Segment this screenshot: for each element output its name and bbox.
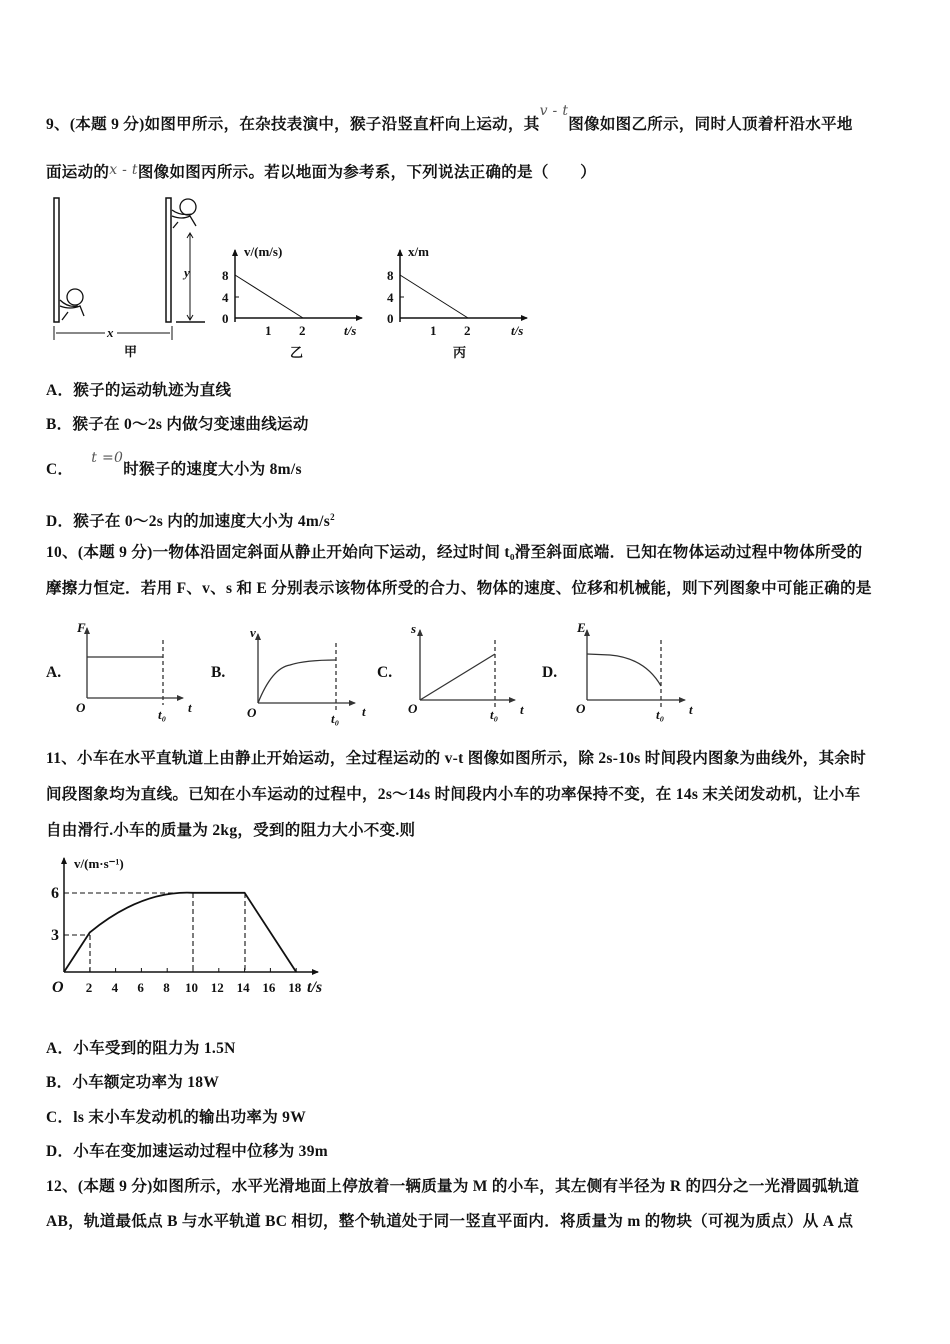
option-key: C．	[46, 461, 74, 478]
option-text: 小车额定功率为 18W	[72, 1074, 220, 1091]
graph-c-line	[420, 654, 495, 700]
c-origin: O	[408, 701, 418, 716]
graph-d-curve	[587, 654, 661, 686]
option-key: A．	[46, 1040, 74, 1057]
caption-jia: 甲	[124, 344, 138, 359]
q11-xtick: 8	[163, 980, 170, 995]
q11-xtick: 4	[111, 980, 119, 995]
monkey-top-icon	[172, 199, 196, 228]
option-key: D．	[46, 513, 74, 531]
b-xlabel: t	[362, 704, 366, 719]
q9-option-c[interactable]	[46, 450, 302, 480]
yi-ytick: 4	[222, 290, 229, 305]
bing-ytick: 8	[387, 268, 394, 283]
caption-yi: 乙	[290, 345, 304, 360]
q11-stem-line2: 间段图象均为直线。已知在小车运动的过程中，2s～14s 时间段内小车的功率保持不变，在 14s 末关闭发动机，让小车	[46, 786, 861, 803]
x-label: x	[107, 325, 114, 340]
q11-xtick: 16	[262, 980, 276, 995]
monkey-bottom-icon	[60, 289, 84, 320]
graph-b-curve	[258, 660, 336, 703]
yi-ytick: 0	[222, 311, 229, 326]
bing-ytick: 4	[387, 290, 394, 305]
q11-stem-line3: 自由滑行.小车的质量为 2kg，受到的阻力大小不变.则	[46, 822, 416, 839]
d-t0: t₀	[656, 707, 665, 722]
b-t0: t₀	[331, 711, 340, 726]
option-text: ls 末小车发动机的输出功率为 9W	[73, 1109, 307, 1126]
superscript: 2	[330, 512, 335, 522]
y-label: y	[184, 265, 190, 280]
b-origin: O	[247, 705, 257, 720]
q12-stem-line1: 12、(本题 9 分)如图所示，水平光滑地面上停放着一辆质量为 M 的小车，其左侧有半径为 R 的四分之一光滑圆弧轨道	[46, 1178, 860, 1195]
q10-option-a[interactable]: A.	[46, 664, 62, 681]
bing-ytick: 0	[387, 311, 394, 326]
yi-ylabel: v/(m/s)	[244, 244, 283, 259]
a-ylabel: F	[77, 620, 86, 635]
q9-stem-line2	[46, 163, 596, 183]
q11-stem-line1: 11、小车在水平直轨道上由静止开始运动，全过程运动的 v-t 图像如图所示，除 2s-10s 时间段内图象为曲线外，其余时	[46, 750, 866, 767]
q11-ytick: 3	[51, 927, 59, 944]
q9-text: 9、(本题 9 分)如图甲所示，在杂技表演中，猴子沿竖直杆向上运动，其	[46, 116, 540, 133]
option-text: 猴子在 0～2s 内的加速度大小为 4m/s	[73, 513, 331, 531]
q11-option-a[interactable]	[46, 1039, 236, 1059]
option-key: B．	[46, 1074, 73, 1091]
option-key: C．	[46, 1109, 74, 1126]
d-ylabel: E	[577, 620, 586, 635]
q11-origin: O	[52, 979, 64, 996]
option-key: A．	[46, 382, 74, 399]
yi-xtick: 2	[299, 323, 306, 338]
q11-xlabel: t/s	[307, 979, 323, 996]
c-ylabel: s	[411, 621, 417, 636]
q11-xtick: 12	[210, 980, 224, 995]
a-origin: O	[76, 700, 86, 715]
q10-option-c[interactable]: C.	[377, 664, 393, 681]
q9-option-b[interactable]	[46, 415, 309, 435]
q9-stem-line1	[46, 103, 853, 135]
d-xlabel: t	[689, 702, 693, 717]
q11-xtick: 10	[185, 980, 198, 995]
q11-xtick: 14	[236, 980, 250, 995]
a-t0: t₀	[158, 707, 167, 722]
math-t0: t =0	[91, 450, 124, 466]
q10-stem-line2: 摩擦力恒定．若用 F、v、s 和 E 分别表示该物体所受的合力、物体的速度、位移和机械能，则下列图象中可能正确的是	[46, 580, 872, 597]
q10-stem-line1: 10、(本题 9 分)一物体沿固定斜面从静止开始向下运动，经过时间 t₀滑至斜面底端．已知在物体运动过程中物体所受的	[46, 544, 863, 561]
q9-text: 图像如图乙所示，同时人顶着杆沿水平地	[568, 116, 853, 133]
d-origin: O	[576, 701, 586, 716]
q9-option-d[interactable]	[46, 507, 335, 532]
q11-velocity-curve	[64, 893, 296, 972]
math-vt: v - t	[539, 103, 569, 119]
q9-text: 图像如图丙所示。若以地面为参考系，下列说法正确的是（ ）	[137, 164, 597, 181]
q11-ylabel: v/(m·s⁻¹)	[74, 856, 124, 871]
bing-xtick: 1	[430, 323, 437, 338]
q11-xtick: 6	[137, 980, 144, 995]
q11-option-b[interactable]	[46, 1073, 219, 1093]
option-text: 小车受到的阻力为 1.5N	[73, 1040, 236, 1057]
yi-xtick: 1	[265, 323, 272, 338]
q10-option-d[interactable]: D.	[542, 664, 558, 681]
q9-option-a[interactable]	[46, 381, 231, 401]
a-xlabel: t	[188, 700, 192, 715]
q11-ytick: 6	[51, 885, 59, 902]
q11-xtick: 2	[85, 980, 93, 995]
yi-xlabel: t/s	[344, 323, 357, 338]
b-ylabel: v	[250, 625, 256, 640]
bing-xlabel: t/s	[511, 323, 524, 338]
q11-xtick: 18	[288, 980, 302, 995]
q9-text: 面运动的	[46, 164, 110, 181]
bing-xtick: 2	[464, 323, 471, 338]
c-xlabel: t	[520, 702, 524, 717]
yi-ytick: 8	[222, 268, 229, 283]
option-text: 猴子在 0～2s 内做匀变速曲线运动	[72, 416, 309, 433]
q12-stem-line2: AB，轨道最低点 B 与水平轨道 BC 相切，整个轨道处于同一竖直平面内．将质量为 m 的物块（可视为质点）从 A 点	[46, 1213, 854, 1230]
c-t0: t₀	[490, 707, 499, 722]
option-text: 时猴子的速度大小为 8m/s	[123, 461, 302, 478]
option-text: 猴子的运动轨迹为直线	[73, 382, 232, 399]
q11-option-c[interactable]	[46, 1108, 306, 1128]
caption-bing: 丙	[453, 345, 467, 360]
bing-ylabel: x/m	[408, 244, 429, 259]
option-key: B．	[46, 416, 73, 433]
math-xt: x - t	[109, 162, 138, 178]
option-text: 小车在变加速运动过程中位移为 39m	[73, 1143, 328, 1160]
q11-option-d[interactable]	[46, 1142, 328, 1162]
option-key: D．	[46, 1143, 74, 1160]
q10-option-b[interactable]: B.	[211, 664, 226, 681]
